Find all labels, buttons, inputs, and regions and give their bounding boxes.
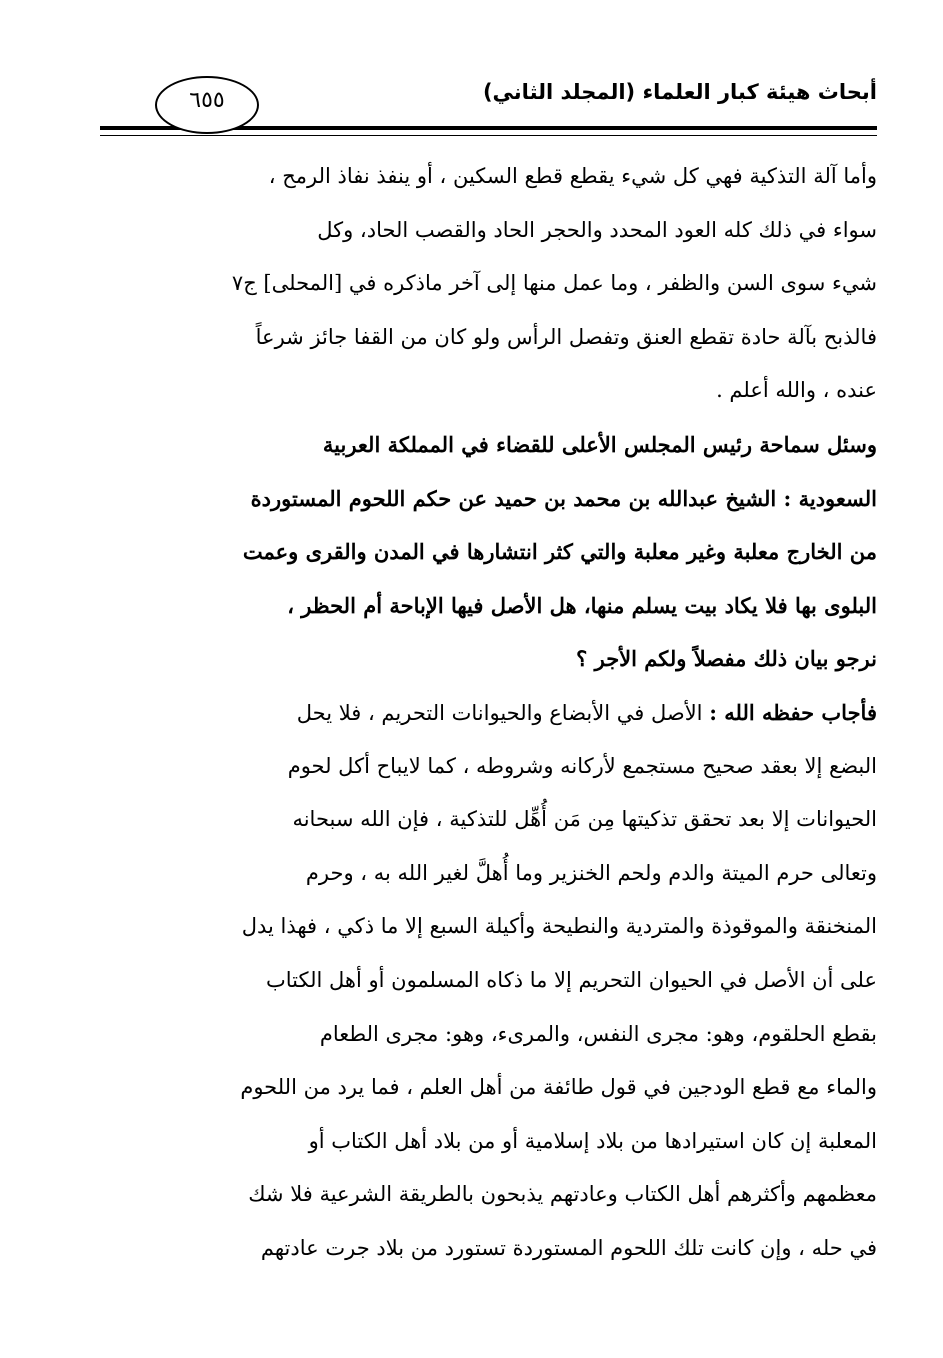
page-number: ٦٥٥	[189, 87, 225, 113]
text-line: البضع إلا بعقد صحيح مستجمع لأركانه وشروطه ، كما لايباح أكل لحوم	[287, 753, 877, 778]
running-title: أبحاث هيئة كبار العلماء (المجلد الثاني)	[482, 80, 877, 104]
question-line: السعودية : الشيخ عبدالله بن محمد بن حميد عن حكم اللحوم المستوردة	[250, 485, 877, 511]
page-number-oval	[155, 76, 259, 134]
text-line: وتعالى حرم الميتة والدم ولحم الخنزير وما أُهلَّ لغير الله به ، وحرم	[305, 860, 877, 885]
text-line: بقطع الحلقوم، وهو: مجرى النفس، والمرىء، وهو: مجرى الطعام	[319, 1021, 877, 1046]
text-line: المعلبة إن كان استيرادها من بلاد إسلامية أو من بلاد أهل الكتاب أو	[308, 1128, 877, 1153]
question-line: نرجو بيان ذلك مفصلاً ولكم الأجر ؟	[576, 646, 877, 672]
text-line: عنده ، والله أعلم .	[716, 378, 877, 403]
question-line: وسئل سماحة رئيس المجلس الأعلى للقضاء في المملكة العربية	[322, 431, 877, 457]
text-line: في حله ، وإن كانت تلك اللحوم المستوردة تستورد من بلاد جرت عادتهم	[260, 1235, 877, 1260]
answer-lead: فأجاب حفظه الله :	[709, 699, 877, 725]
text-line: وأما آلة التذكية فهي كل شيء يقطع قطع السكين ، أو ينفذ نفاذ الرمح ،	[268, 164, 877, 188]
text-line: فالذبح بآلة حادة تقطع العنق وتفصل الرأس ولو كان من القفا جائز شرعاً	[255, 324, 877, 349]
header-rule-thin	[100, 135, 877, 136]
body-text	[100, 150, 877, 1275]
text-line: شيء سوى السن والظفر ، وما عمل منها إلى آخر ماذكره في [المحلى] ج٧	[231, 271, 877, 296]
question-line: من الخارج معلبة وغير معلبة والتي كثر انتشارها في المدن والقرى وعمت	[242, 539, 877, 565]
text-line: المنخنقة والموقوذة والمتردية والنطيحة وأكيلة السبع إلا ما ذكي ، فهذا يدل	[241, 914, 877, 939]
text-line: على أن الأصل في الحيوان التحريم إلا ما ذكاه المسلمون أو أهل الكتاب	[266, 967, 877, 992]
text-line: الحيوانات إلا بعد تحقق تذكيتها مِن مَن أُهِّل للتذكية ، فإن الله سبحانه	[292, 807, 877, 832]
text-line: سواء في ذلك كله العود المحدد والحجر الحاد والقصب الحاد، وكل	[317, 217, 877, 242]
answer-line: فأجاب حفظه الله : الأصل في الأبضاع والحيوانات التحريم ، فلا يحل	[296, 699, 877, 725]
question-line: البلوى بها فلا يكاد بيت يسلم منها، هل الأصل فيها الإباحة أم الحظر ،	[287, 592, 877, 618]
text-line: معظمهم وأكثرهم أهل الكتاب وعادتهم يذبحون بالطريقة الشرعية فلا شك	[248, 1182, 877, 1207]
text-line: والماء مع قطع الودجين في قول طائفة من أهل العلم ، فما يرد من اللحوم	[240, 1075, 877, 1100]
